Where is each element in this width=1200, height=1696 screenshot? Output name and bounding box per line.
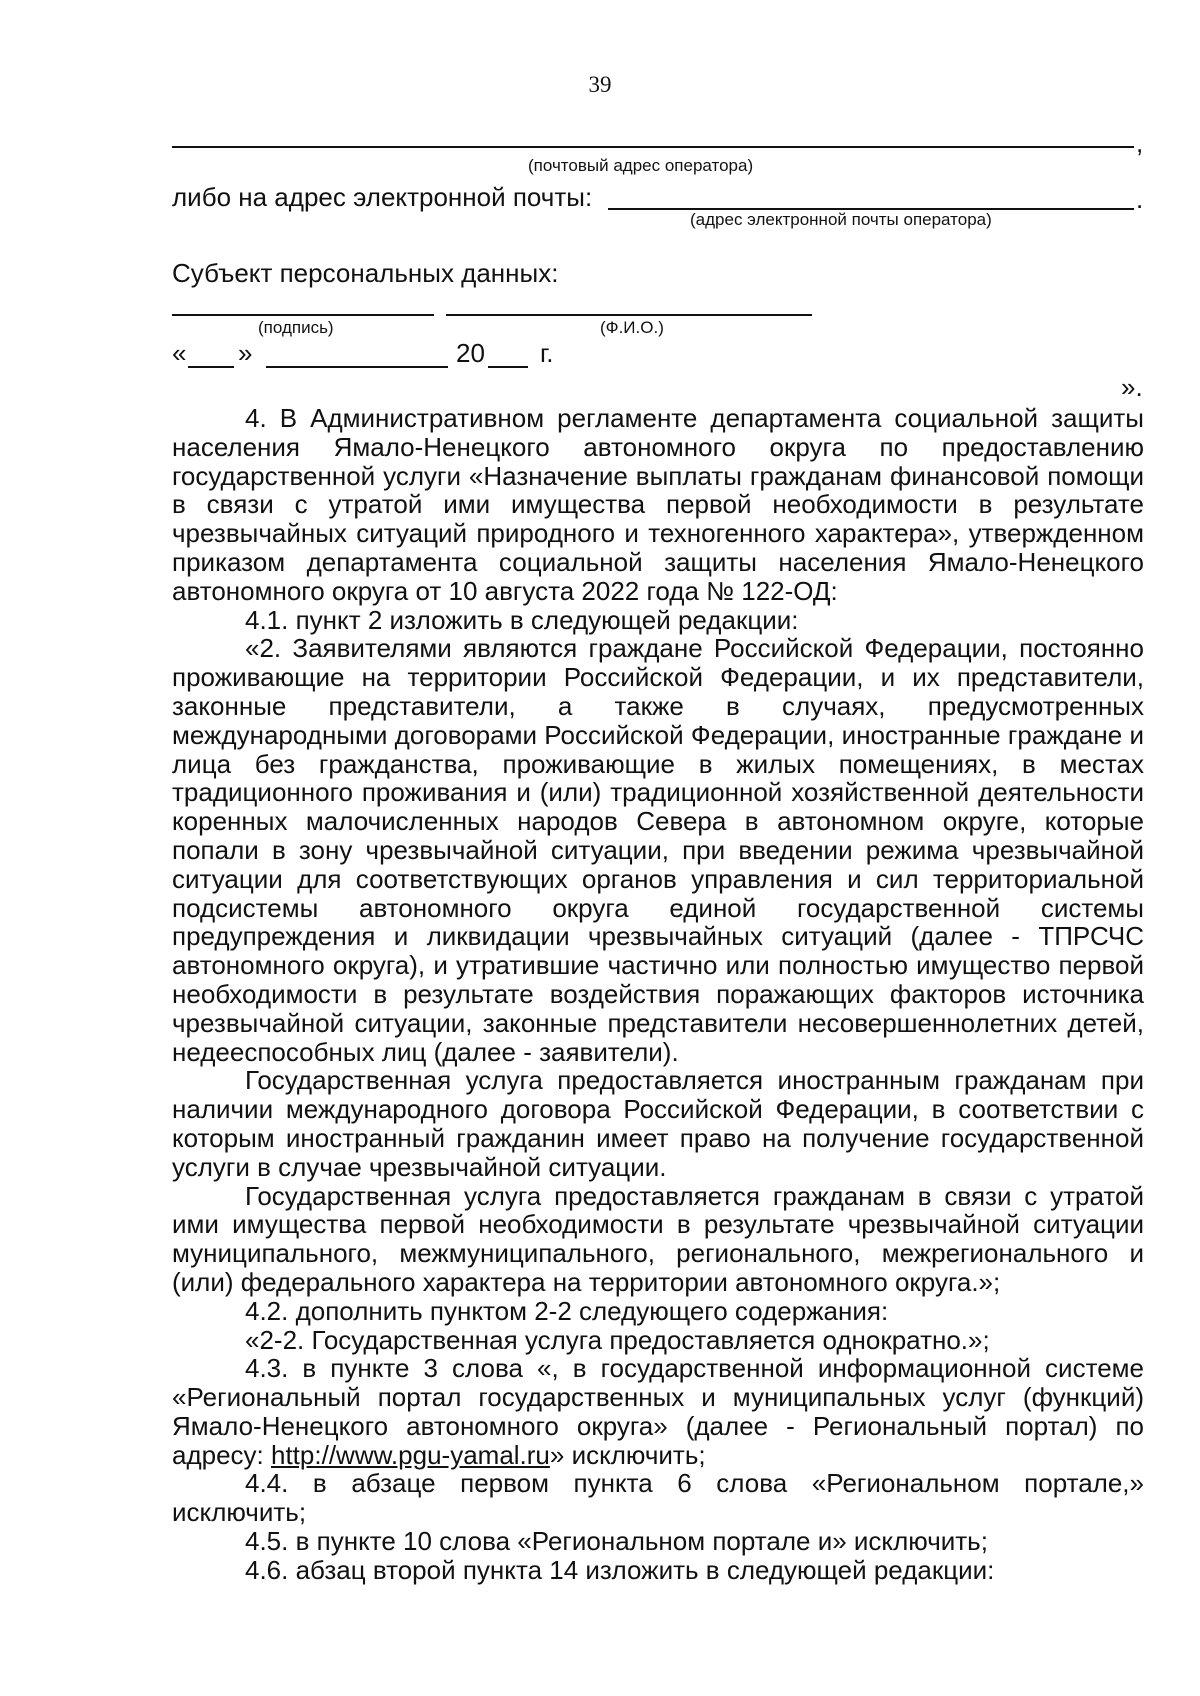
paragraph-4-3-text: 4.3. в пункте 3 слова «, в государственной информационной системе «Региональный портал государственных и муниципальных услуг (функций) Ямало-Ненецкого автономного округа» (далее - Региональный портал) по адресу: <box>172 1353 1144 1470</box>
page-number: 39 <box>588 72 612 97</box>
signature-caption: (подпись) <box>258 318 334 337</box>
portal-link[interactable]: http://www.pgu-yamal.ru <box>271 1439 550 1470</box>
paragraph-emergency-scope: Государственная услуга предоставляется гражданам в связи с утратой ими имущества первой необходимости в результате чрезвычайной ситуации муниципального, межмуниципального, регионального, межрегионального и (или) федерального характера на территории автономного округа.»; <box>172 1180 1144 1297</box>
paragraph-4-2: 4.2. дополнить пунктом 2-2 следующего содержания: <box>245 1295 889 1326</box>
email-trailing-period: . <box>1136 184 1144 214</box>
paragraph-4-intro: 4. В Административном регламенте департамента социальной защиты населения Ямало-Ненецкого автономного округа по предоставлению государственной услуги «Назначение выплаты гражданам финансовой помощи в связи с утратой ими имущества первой необходимости в результате чрезвычайных ситуаций природного и техногенного характера», утвержденном приказом департамента социальной защиты населения Ямало-Ненецкого автономного округа от 10 августа 2022 года № 122-ОД: <box>172 403 1144 606</box>
postal-address-line <box>172 146 1134 148</box>
date-year-suffix: г. <box>540 338 554 368</box>
paragraph-4-3-ending: » исключить; <box>549 1439 706 1470</box>
date-day-line <box>188 366 234 368</box>
postal-address-trailing-comma: , <box>1136 128 1144 158</box>
subject-label: Субъект персональных данных: <box>172 258 559 288</box>
paragraph-applicants: «2. Заявителями являются граждане Российской Федерации, постоянно проживающие на территории Российской Федерации, и их представители, законные представители, а также в случаях, предусмотренных международными договорами Российской Федерации, иностранные граждане и лица без гражданства, проживающие в жилых помещениях, в местах традиционного проживания и (или) традиционной хозяйственной деятельности коренных малочисленных народов Севера в автономном округе, которые попали в зону чрезвычайной ситуации, при введении режима чрезвычайной ситуации для соответствующих органов управления и сил территориальной подсистемы автономного округа единой государственной системы предупреждения и ликвидации чрезвычайных ситуаций (далее - ТПРСЧС автономного округа), и утратившие частично или полностью имущество первой необходимости в результате воздействия поражающих факторов источника чрезвычайной ситуации, законные представители несовершеннолетних детей, недееспособных лиц (далее - заявители). <box>172 633 1144 1067</box>
date-month-line <box>266 366 448 368</box>
postal-address-caption: (почтовый адрес оператора) <box>528 156 754 175</box>
date-year-prefix: 20 <box>456 338 485 368</box>
paragraph-4-5: 4.5. в пункте 10 слова «Региональном портале и» исключить; <box>245 1526 988 1557</box>
amendment-body <box>172 404 1144 1585</box>
signature-line <box>172 314 434 316</box>
email-prefix: либо на адрес электронной почты: <box>172 182 593 212</box>
paragraph-foreign-citizens: Государственная услуга предоставляется иностранным гражданам при наличии международного договора Российской Федерации, в соответствии с которым иностранный гражданин имеет право на получение государственной услуги в случае чрезвычайной ситуации. <box>172 1065 1144 1182</box>
paragraph-4-1: 4.1. пункт 2 изложить в следующей редакции: <box>245 604 799 635</box>
date-open-quote: « <box>172 338 187 368</box>
paragraph-4-3 <box>172 1354 1144 1469</box>
date-year-line <box>488 366 528 368</box>
paragraph-4-4: 4.4. в абзаце первом пункта 6 слова «Региональном портале,» исключить; <box>172 1468 1144 1528</box>
email-caption: (адрес электронной почты оператора) <box>690 210 992 229</box>
paragraph-4-6: 4.6. абзац второй пункта 14 изложить в следующей редакции: <box>245 1554 995 1585</box>
paragraph-2-2: «2-2. Государственная услуга предоставляется однократно.»; <box>245 1324 990 1355</box>
fio-line <box>446 314 812 316</box>
fio-caption: (Ф.И.О.) <box>600 318 664 337</box>
date-close-quote: » <box>238 338 253 368</box>
closing-mark: ». <box>1121 372 1143 402</box>
